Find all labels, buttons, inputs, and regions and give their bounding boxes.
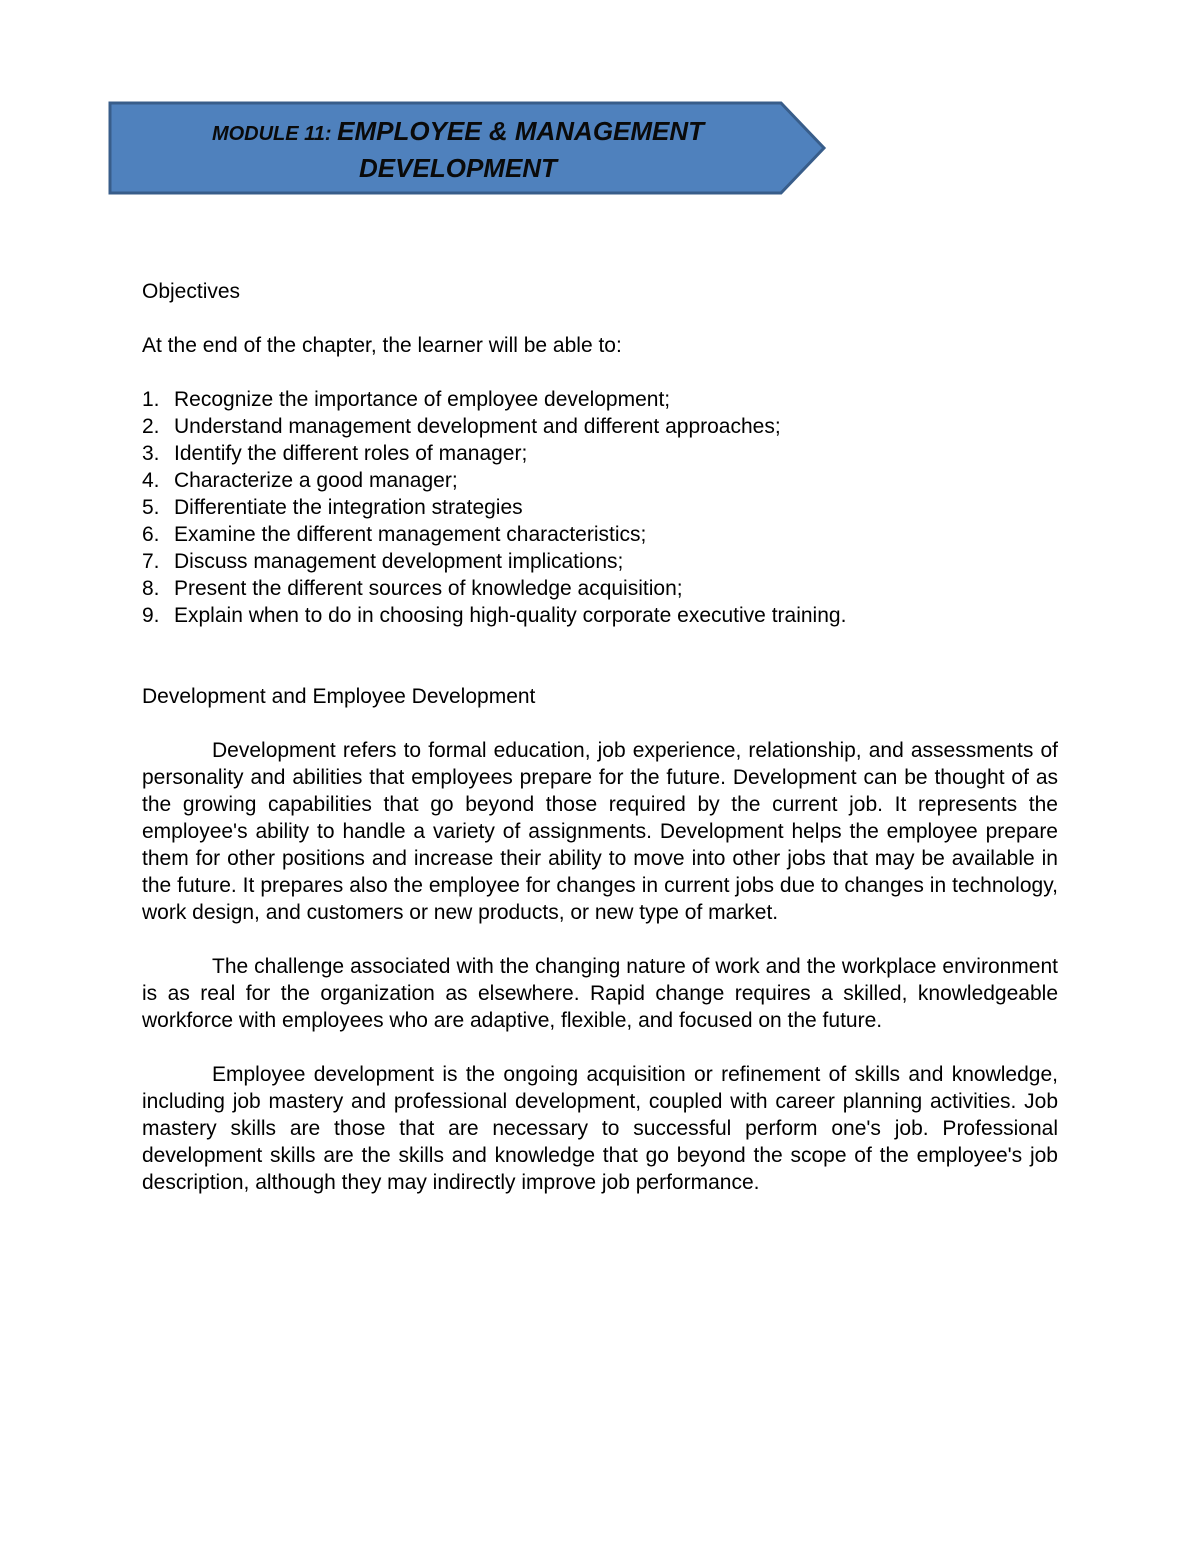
objective-text: Identify the different roles of manager; — [174, 442, 528, 465]
objective-item — [142, 386, 1058, 413]
body-paragraph: Employee development is the ongoing acquisition or refinement of skills and knowledge, including job mastery and professional development, coupled with career planning activities. Job mastery skills are those that are necessary to successful perform one's job. Professional development skills are the skills and knowledge that go beyond the scope of the employee's job description, although they may indirectly improve job performance. — [142, 1063, 1058, 1194]
objectives-intro: At the end of the chapter, the learner will be able to: — [142, 334, 622, 357]
objective-item — [142, 521, 1058, 548]
objective-item — [142, 575, 1058, 602]
objective-number: 3. — [142, 442, 160, 465]
module-title-line2: DEVELOPMENT — [359, 153, 557, 183]
objective-item — [142, 440, 1058, 467]
objective-text: Differentiate the integration strategies — [174, 496, 523, 519]
objective-item — [142, 548, 1058, 575]
document-body — [142, 278, 1058, 1196]
banner-title — [108, 115, 808, 185]
objective-number: 9. — [142, 604, 160, 627]
objective-number: 6. — [142, 523, 160, 546]
objective-number: 5. — [142, 496, 160, 519]
objective-number: 1. — [142, 388, 160, 411]
objectives-heading: Objectives — [142, 280, 241, 303]
objective-text: Present the different sources of knowledge acquisition; — [174, 577, 683, 600]
body-paragraph: The challenge associated with the changing nature of work and the workplace environment is as real for the organization as elsewhere. Rapid change requires a skilled, knowledgeable workforce with employees who are adaptive, flexible, and focused on the future. — [142, 955, 1058, 1032]
objective-number: 8. — [142, 577, 160, 600]
objective-text: Understand management development and different approaches; — [174, 415, 781, 438]
objective-item — [142, 494, 1058, 521]
body-paragraph: Development refers to formal education, job experience, relationship, and assessments of personality and abilities that employees prepare for the future. Development can be thought of as the growing capabilities that go beyond those required by the current job. It represents the employee's ability to handle a variety of assignments. Development helps the employee prepare them for other positions and increase their ability to move into other jobs that may be available in the future. It prepares also the employee for changes in current jobs due to changes in technology, work design, and customers or new products, or new type of market. — [142, 739, 1058, 924]
module-label: MODULE 11: — [211, 123, 338, 145]
objective-text: Characterize a good manager; — [174, 469, 458, 492]
objectives-list — [142, 386, 1058, 629]
objective-text: Explain when to do in choosing high-quality corporate executive training. — [174, 604, 847, 627]
objective-number: 4. — [142, 469, 160, 492]
objective-number: 7. — [142, 550, 160, 573]
objective-item — [142, 602, 1058, 629]
objective-text: Examine the different management characteristics; — [174, 523, 647, 546]
objective-item — [142, 413, 1058, 440]
section-heading: Development and Employee Development — [142, 685, 536, 708]
objective-item — [142, 467, 1058, 494]
module-banner — [108, 101, 828, 195]
module-title-line1: EMPLOYEE & MANAGEMENT — [337, 116, 705, 146]
objective-number: 2. — [142, 415, 160, 438]
objective-text: Recognize the importance of employee development; — [174, 388, 671, 411]
objective-text: Discuss management development implications; — [174, 550, 624, 573]
